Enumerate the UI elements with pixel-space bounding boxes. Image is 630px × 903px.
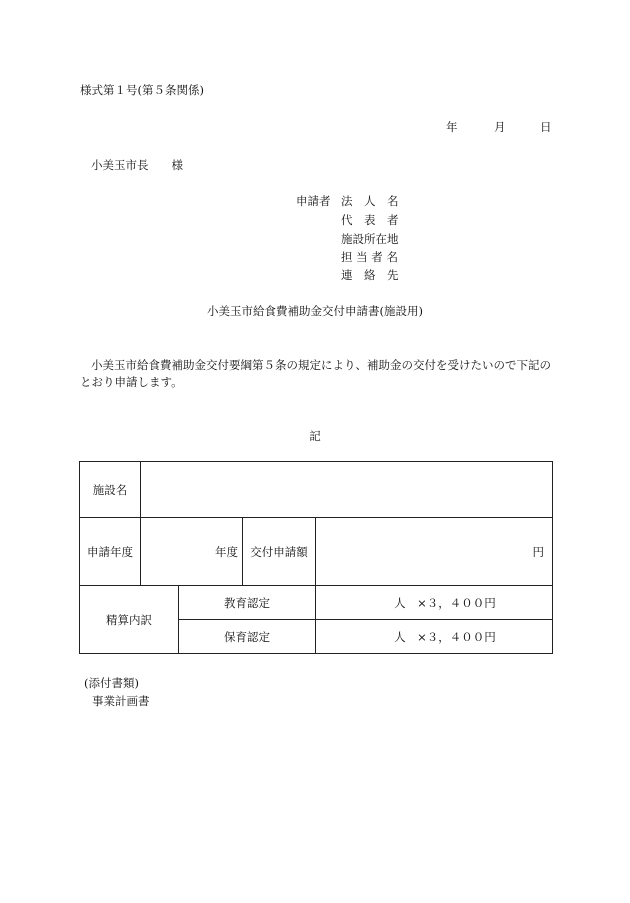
document-title: 小美玉市給食費補助金交付申請書(施設用) xyxy=(207,304,423,318)
grant-amount-cell[interactable] xyxy=(316,518,553,586)
application-table xyxy=(79,461,553,654)
field-corporation-name: 法 人 名 xyxy=(341,194,399,208)
form-number: 様式第１号(第５条関係) xyxy=(80,83,204,97)
yen-unit: 円 xyxy=(532,544,544,559)
date-month-label: 月 xyxy=(494,120,506,134)
childcare-cert-calc[interactable]: 人 ×３，４００円 xyxy=(316,620,553,654)
childcare-cert-label: 保育認定 xyxy=(179,620,316,654)
grant-amount-label: 交付申請額 xyxy=(243,518,316,586)
application-year-label: 申請年度 xyxy=(80,518,141,586)
facility-name-label: 施設名 xyxy=(80,462,141,518)
breakdown-label: 精算内訳 xyxy=(80,586,179,654)
education-cert-calc[interactable]: 人 ×３，４００円 xyxy=(316,586,553,620)
field-contact-info: 連 絡 先 xyxy=(341,268,399,282)
ki-marker: 記 xyxy=(309,429,321,443)
education-cert-label: 教育認定 xyxy=(179,586,316,620)
field-facility-address: 施設所在地 xyxy=(341,232,399,246)
facility-name-cell[interactable] xyxy=(141,462,553,518)
year-suffix: 年度 xyxy=(215,544,238,559)
field-contact-person: 担 当 者 名 xyxy=(341,250,398,264)
applicant-label: 申請者 xyxy=(296,194,331,208)
application-year-cell[interactable] xyxy=(141,518,243,586)
addressee: 小美玉市長 様 xyxy=(91,158,183,172)
body-text: 小美玉市給食費補助金交付要綱第５条の規定により、補助金の交付を受けたいので下記のとおり申請します。 xyxy=(80,358,551,389)
date-day-label: 日 xyxy=(540,120,552,134)
field-representative: 代 表 者 xyxy=(341,213,399,227)
date-year-label: 年 xyxy=(446,120,458,134)
attachment-item: 事業計画書 xyxy=(92,694,150,708)
attachments-heading: (添付書類) xyxy=(84,676,139,690)
